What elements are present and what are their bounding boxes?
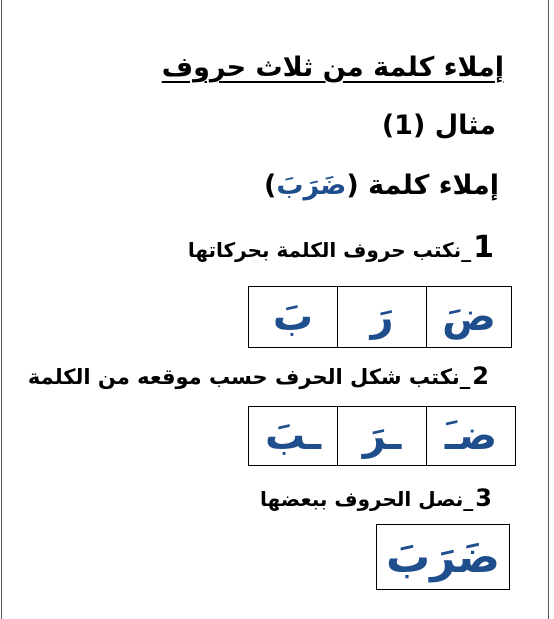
word-heading-prefix: إملاء كلمة (: [346, 170, 499, 201]
table-row: [249, 287, 512, 348]
letter-cell-ra: رَ: [338, 287, 427, 348]
word-heading-word: ضَرَبَ: [276, 170, 347, 201]
step-3-text: _نصل الحروف ببعضها: [260, 487, 474, 511]
letter-cell-ba: بَ: [249, 287, 338, 348]
letter-form-cell-dad: ضـَ: [427, 407, 516, 466]
letter-form-cell-ra: ـرَ: [338, 407, 427, 466]
step-1-heading: [188, 230, 494, 265]
step-3-heading: [260, 484, 492, 512]
table-row: [249, 407, 516, 466]
example-heading: مثال (1): [381, 110, 496, 141]
joined-word-box: ضَرَبَ: [376, 524, 510, 590]
step-3-number: 3: [475, 484, 492, 512]
lesson-title: إملاء كلمة من ثلاث حروف: [161, 52, 504, 83]
letter-form-cell-ba: ـبَ: [249, 407, 338, 466]
word-heading: [264, 170, 499, 201]
step-2-number: 2: [472, 362, 489, 390]
word-heading-suffix: ): [264, 170, 277, 201]
step-1-letter-table: [248, 286, 512, 348]
step-1-number: 1: [473, 230, 494, 265]
letter-cell-dad: ضَ: [427, 287, 512, 348]
step-2-heading: [28, 362, 489, 390]
step-2-letter-table: [248, 406, 516, 466]
step-1-text: _نكتب حروف الكلمة بحركاتها: [187, 238, 472, 262]
step-2-text: _نكتب شكل الحرف حسب موقعه من الكلمة: [27, 365, 471, 389]
